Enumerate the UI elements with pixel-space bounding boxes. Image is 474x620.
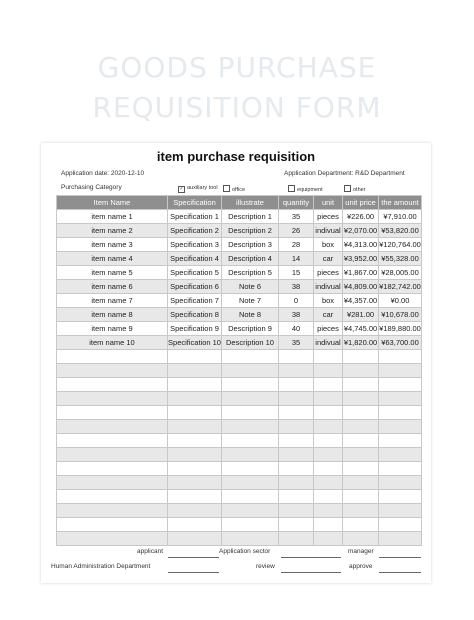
empty-cell[interactable] [57,392,168,406]
empty-cell[interactable] [343,364,379,378]
approve-label: approve [349,563,373,570]
empty-table-row [57,350,422,364]
empty-cell[interactable] [314,350,343,364]
cell-item-name[interactable]: item name 7 [57,294,168,308]
cell-illustrate[interactable]: Description 2 [222,224,279,238]
applicant-label: applicant [137,548,164,555]
cell-specification[interactable]: Specification 5 [168,266,222,280]
cell-amount[interactable]: ¥55,328.00 [379,252,422,266]
cell-quantity[interactable]: 26 [279,224,314,238]
cell-amount[interactable]: ¥53,820.00 [379,224,422,238]
empty-cell[interactable] [168,350,222,364]
header-unit: unit [314,196,343,210]
empty-table-row [57,420,422,434]
table-row [57,238,422,252]
table-row [57,308,422,322]
manager-signature-line[interactable] [379,557,421,558]
empty-cell[interactable] [168,490,222,504]
empty-cell[interactable] [222,462,279,476]
empty-cell[interactable] [222,364,279,378]
background-title-line2: REQUISITION FORM [92,91,382,124]
cell-amount[interactable]: ¥0.00 [379,294,422,308]
empty-cell[interactable] [343,462,379,476]
table-body [57,210,422,546]
empty-cell[interactable] [57,476,168,490]
empty-cell[interactable] [57,532,168,546]
cell-unit[interactable]: box [314,238,343,252]
cell-unit-price[interactable]: ¥1,820.00 [343,336,379,350]
empty-cell[interactable] [222,406,279,420]
cell-unit-price[interactable]: ¥2,070.00 [343,224,379,238]
empty-cell[interactable] [379,532,422,546]
application-department: Application Department: R&D Department [284,170,405,177]
category-option-office[interactable] [223,185,245,193]
cell-illustrate[interactable]: Note 6 [222,280,279,294]
empty-table-row [57,462,422,476]
empty-cell[interactable] [222,476,279,490]
requisition-form-sheet [41,143,431,583]
cell-unit-price[interactable]: ¥4,745.00 [343,322,379,336]
cell-unit[interactable]: pieces [314,210,343,224]
empty-cell[interactable] [168,532,222,546]
empty-cell[interactable] [279,462,314,476]
empty-cell[interactable] [314,434,343,448]
cell-quantity[interactable]: 15 [279,266,314,280]
cell-specification[interactable]: Specification 7 [168,294,222,308]
empty-cell[interactable] [379,476,422,490]
empty-cell[interactable] [343,504,379,518]
purchasing-category-label: Purchasing Category [61,184,122,191]
empty-cell[interactable] [343,392,379,406]
empty-cell[interactable] [279,406,314,420]
empty-cell[interactable] [314,476,343,490]
empty-cell[interactable] [168,448,222,462]
review-signature-line[interactable] [281,572,341,573]
empty-cell[interactable] [168,420,222,434]
category-option-equipment[interactable] [288,185,323,193]
cell-item-name[interactable]: item name 9 [57,322,168,336]
empty-cell[interactable] [222,420,279,434]
empty-cell[interactable] [379,448,422,462]
cell-illustrate[interactable]: Description 9 [222,322,279,336]
empty-cell[interactable] [343,448,379,462]
empty-table-row [57,378,422,392]
cell-amount[interactable]: ¥63,700.00 [379,336,422,350]
empty-table-row [57,518,422,532]
empty-cell[interactable] [314,392,343,406]
cell-item-name[interactable]: item name 2 [57,224,168,238]
empty-cell[interactable] [314,462,343,476]
cell-quantity[interactable]: 38 [279,280,314,294]
empty-cell[interactable] [222,350,279,364]
empty-cell[interactable] [168,406,222,420]
empty-cell[interactable] [279,420,314,434]
cell-amount[interactable]: ¥189,880.00 [379,322,422,336]
category-label: other [353,187,366,193]
empty-cell[interactable] [343,434,379,448]
empty-table-row [57,532,422,546]
empty-cell[interactable] [222,518,279,532]
header-unit-price: unit price [343,196,379,210]
empty-cell[interactable] [57,462,168,476]
header-item-name: Item Name [57,196,168,210]
empty-cell[interactable] [343,420,379,434]
empty-cell[interactable] [168,364,222,378]
empty-cell[interactable] [379,504,422,518]
category-option-other[interactable] [344,185,366,193]
empty-cell[interactable] [222,448,279,462]
empty-cell[interactable] [279,350,314,364]
empty-table-row [57,448,422,462]
checkbox-icon[interactable] [223,185,230,192]
empty-cell[interactable] [168,378,222,392]
empty-table-row [57,434,422,448]
empty-cell[interactable] [57,406,168,420]
empty-cell[interactable] [379,392,422,406]
empty-cell[interactable] [168,392,222,406]
empty-cell[interactable] [343,378,379,392]
items-table [56,195,422,546]
empty-cell[interactable] [279,490,314,504]
empty-cell[interactable] [57,364,168,378]
empty-cell[interactable] [168,504,222,518]
category-option-auxiliary-tool[interactable] [178,185,218,193]
empty-cell[interactable] [314,378,343,392]
cell-unit[interactable]: car [314,252,343,266]
form-title: item purchase requisition [156,149,316,164]
empty-cell[interactable] [314,490,343,504]
category-label: equipment [297,187,323,193]
cell-illustrate[interactable]: Note 8 [222,308,279,322]
empty-cell[interactable] [379,434,422,448]
empty-cell[interactable] [314,532,343,546]
cell-illustrate[interactable]: Description 5 [222,266,279,280]
cell-specification[interactable]: Specification 9 [168,322,222,336]
empty-cell[interactable] [168,462,222,476]
empty-table-row [57,364,422,378]
empty-cell[interactable] [279,476,314,490]
application-sector-label: Application sector [219,548,271,555]
cell-item-name[interactable]: item name 1 [57,210,168,224]
empty-cell[interactable] [314,518,343,532]
cell-quantity[interactable]: 40 [279,322,314,336]
cell-unit[interactable]: pieces [314,322,343,336]
cell-unit-price[interactable]: ¥281.00 [343,308,379,322]
cell-quantity[interactable]: 35 [279,336,314,350]
cell-item-name[interactable]: item name 3 [57,238,168,252]
empty-table-row [57,406,422,420]
background-title-line1: GOODS PURCHASE [97,51,377,84]
empty-cell[interactable] [222,392,279,406]
checkbox-checked-icon[interactable]: ✓ [179,186,184,192]
table-header-row [57,196,422,210]
empty-cell[interactable] [168,476,222,490]
empty-cell[interactable] [379,490,422,504]
cell-item-name[interactable]: item name 5 [57,266,168,280]
empty-table-row [57,504,422,518]
empty-cell[interactable] [314,504,343,518]
empty-cell[interactable] [222,532,279,546]
cell-unit[interactable]: indivual [314,280,343,294]
table-row [57,294,422,308]
empty-cell[interactable] [343,518,379,532]
cell-specification[interactable]: Specification 10 [168,336,222,350]
cell-quantity[interactable]: 14 [279,252,314,266]
empty-cell[interactable] [379,378,422,392]
empty-cell[interactable] [379,350,422,364]
review-label: review [256,563,275,570]
cell-quantity[interactable]: 0 [279,294,314,308]
cell-amount[interactable]: ¥10,678.00 [379,308,422,322]
empty-cell[interactable] [379,420,422,434]
empty-cell[interactable] [343,476,379,490]
application-sector-signature-line[interactable] [281,557,341,558]
cell-unit[interactable]: indivual [314,224,343,238]
table-row [57,336,422,350]
cell-amount[interactable]: ¥182,742.00 [379,280,422,294]
table-row [57,252,422,266]
table-row [57,210,422,224]
empty-cell[interactable] [314,406,343,420]
empty-cell[interactable] [57,420,168,434]
empty-cell[interactable] [343,532,379,546]
cell-illustrate[interactable]: Note 7 [222,294,279,308]
empty-cell[interactable] [57,448,168,462]
cell-unit-price[interactable]: ¥4,809.00 [343,280,379,294]
empty-cell[interactable] [57,490,168,504]
header-amount: the amount [379,196,422,210]
application-date: Application date: 2020-12-10 [61,170,145,177]
cell-amount[interactable]: ¥7,910.00 [379,210,422,224]
empty-cell[interactable] [379,518,422,532]
cell-item-name[interactable]: item name 8 [57,308,168,322]
table-row [57,280,422,294]
cell-item-name[interactable]: item name 6 [57,280,168,294]
cell-unit-price[interactable]: ¥1,867.00 [343,266,379,280]
empty-cell[interactable] [57,518,168,532]
cell-unit-price[interactable]: ¥3,952.00 [343,252,379,266]
applicant-signature-line[interactable] [168,557,219,558]
cell-quantity[interactable]: 38 [279,308,314,322]
empty-cell[interactable] [279,532,314,546]
cell-illustrate[interactable]: Description 3 [222,238,279,252]
cell-specification[interactable]: Specification 1 [168,210,222,224]
empty-cell[interactable] [314,448,343,462]
cell-illustrate[interactable]: Description 4 [222,252,279,266]
table-row [57,266,422,280]
table-row [57,322,422,336]
empty-cell[interactable] [279,434,314,448]
checkbox-icon[interactable] [344,185,351,192]
empty-cell[interactable] [57,504,168,518]
cell-unit[interactable]: indivual [314,336,343,350]
empty-table-row [57,490,422,504]
empty-cell[interactable] [168,518,222,532]
empty-cell[interactable] [222,434,279,448]
empty-cell[interactable] [222,504,279,518]
header-illustrate: illustrate [222,196,279,210]
empty-cell[interactable] [343,406,379,420]
cell-quantity[interactable]: 35 [279,210,314,224]
category-label: office [232,187,246,193]
header-specification: Specification [168,196,222,210]
cell-illustrate[interactable]: Description 10 [222,336,279,350]
empty-cell[interactable] [279,378,314,392]
cell-specification[interactable]: Specification 2 [168,224,222,238]
manager-label: manager [348,548,374,555]
empty-cell[interactable] [57,378,168,392]
empty-cell[interactable] [168,434,222,448]
empty-cell[interactable] [279,448,314,462]
cell-specification[interactable]: Specification 4 [168,252,222,266]
empty-cell[interactable] [343,490,379,504]
empty-cell[interactable] [379,462,422,476]
empty-cell[interactable] [222,378,279,392]
empty-cell[interactable] [379,364,422,378]
empty-table-row [57,392,422,406]
empty-cell[interactable] [343,350,379,364]
empty-cell[interactable] [279,518,314,532]
cell-unit-price[interactable]: ¥4,313.00 [343,238,379,252]
cell-specification[interactable]: Specification 6 [168,280,222,294]
empty-cell[interactable] [279,364,314,378]
empty-cell[interactable] [314,420,343,434]
cell-unit[interactable]: pieces [314,266,343,280]
checkbox-icon[interactable] [288,185,295,192]
cell-item-name[interactable]: item name 10 [57,336,168,350]
human-admin-signature-line[interactable] [168,572,219,573]
cell-amount[interactable]: ¥120,764.00 [379,238,422,252]
empty-cell[interactable] [279,392,314,406]
empty-cell[interactable] [222,490,279,504]
cell-unit-price[interactable]: ¥4,357.00 [343,294,379,308]
empty-cell[interactable] [57,434,168,448]
cell-unit[interactable]: car [314,308,343,322]
cell-unit[interactable]: box [314,294,343,308]
table-row [57,224,422,238]
empty-cell[interactable] [279,504,314,518]
cell-unit-price[interactable]: ¥226.00 [343,210,379,224]
empty-cell[interactable] [57,350,168,364]
cell-specification[interactable]: Specification 3 [168,238,222,252]
cell-item-name[interactable]: item name 4 [57,252,168,266]
cell-quantity[interactable]: 28 [279,238,314,252]
cell-illustrate[interactable]: Description 1 [222,210,279,224]
empty-cell[interactable] [314,364,343,378]
header-quantity: quantity [279,196,314,210]
cell-specification[interactable]: Specification 8 [168,308,222,322]
empty-table-row [57,476,422,490]
category-label: auxiliary tool [187,185,218,191]
empty-cell[interactable] [379,406,422,420]
approve-signature-line[interactable] [379,572,421,573]
cell-amount[interactable]: ¥28,005.00 [379,266,422,280]
human-admin-dept-label: Human Administration Department [51,563,151,570]
